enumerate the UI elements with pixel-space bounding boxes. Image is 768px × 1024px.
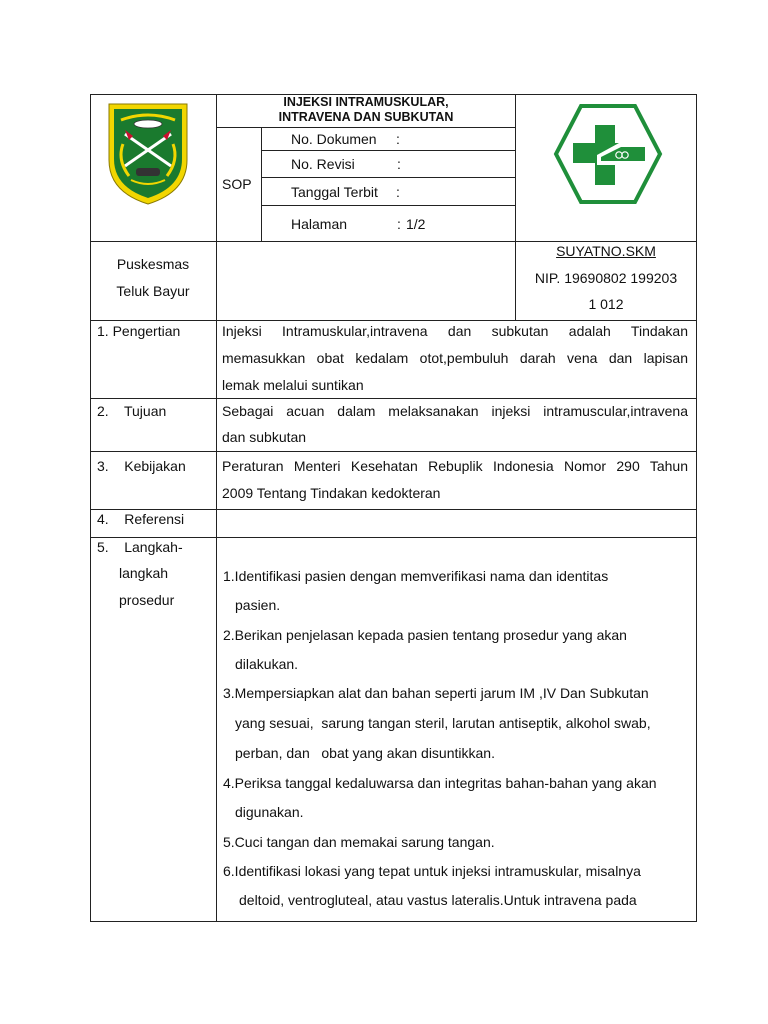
procedure-step: dilakukan. [235,656,299,672]
procedure-step: 3.Mempersiapkan alat dan bahan seperti jarum IM ,IV Dan Subkutan [223,685,649,701]
section-kebijakan-label: 3. Kebijakan [97,458,186,474]
field-halaman-sep: : [397,216,401,232]
procedure-step: pasien. [235,597,281,613]
field-no-dokumen-sep: : [396,131,400,147]
document-title-line2: INTRAVENA DAN SUBKUTAN [278,110,454,124]
field-halaman-value: 1/2 [406,216,426,232]
kebijakan-line: Peraturan Menteri Kesehatan Rebuplik Indonesia Nomor 290 Tahun [222,458,688,474]
procedure-step: digunakan. [235,804,304,820]
procedure-step: perban, dan obat yang akan disuntikkan. [235,745,495,761]
procedure-step: 4.Periksa tanggal kedaluwarsa dan integritas bahan-bahan yang akan [223,775,657,791]
field-no-revisi-sep: : [397,156,401,172]
procedure-step: 6.Identifikasi lokasi yang tepat untuk injeksi intramuskular, misalnya [223,863,641,879]
puskesmas-logo-icon [553,103,663,205]
procedure-step: 2.Berikan penjelasan kepada pasien tentang prosedur yang akan [223,627,627,643]
section-langkah-label-line3: prosedur [119,592,175,608]
tujuan-line: dan subkutan [222,429,307,445]
regional-emblem-icon [103,100,193,208]
field-no-revisi-label: No. Revisi [291,156,355,172]
pengertian-line: lemak melalui suntikan [222,377,364,393]
kebijakan-line: 2009 Tentang Tindakan kedokteran [222,485,441,501]
tujuan-line: Sebagai acuan dalam melaksanakan injeksi intramuscular,intravena [222,403,688,419]
section-tujuan-label: 2. Tujuan [97,403,167,419]
section-langkah-label-line2: langkah [119,565,169,581]
institution-line2: Teluk Bayur [116,283,190,299]
procedure-step: deltoid, ventrogluteal, atau vastus lateralis.Untuk intravena pada [239,892,637,908]
field-halaman-label: Halaman [291,216,348,232]
field-tanggal-terbit-sep: : [396,184,400,200]
institution-line1: Puskesmas [116,256,190,272]
procedure-step: 5.Cuci tangan dan memakai sarung tangan. [223,834,495,850]
procedure-step: 1.Identifikasi pasien dengan memverifikasi nama dan identitas [223,568,609,584]
signer-name: SUYATNO.SKM [556,243,656,259]
field-tanggal-terbit-label: Tanggal Terbit [291,184,378,200]
section-langkah-label-line1: 5. Langkah- [97,539,183,555]
section-pengertian-label: 1. Pengertian [97,323,181,339]
signer-nip-line2: 1 012 [588,296,624,312]
field-no-dokumen-label: No. Dokumen [291,131,377,147]
section-referensi-label: 4. Referensi [97,511,185,527]
pengertian-line: memasukkan obat kedalam otot,pembuluh darah vena dan lapisan [222,350,688,366]
signer-nip-line1: NIP. 19690802 199203 [534,270,678,286]
document-title-line1: INJEKSI INTRAMUSKULAR, [283,95,449,109]
sop-label: SOP [222,176,252,192]
procedure-step: yang sesuai, sarung tangan steril, larutan antiseptik, alkohol swab, [235,715,651,731]
pengertian-line: Injeksi Intramuskular,intravena dan subkutan adalah Tindakan [222,323,688,339]
